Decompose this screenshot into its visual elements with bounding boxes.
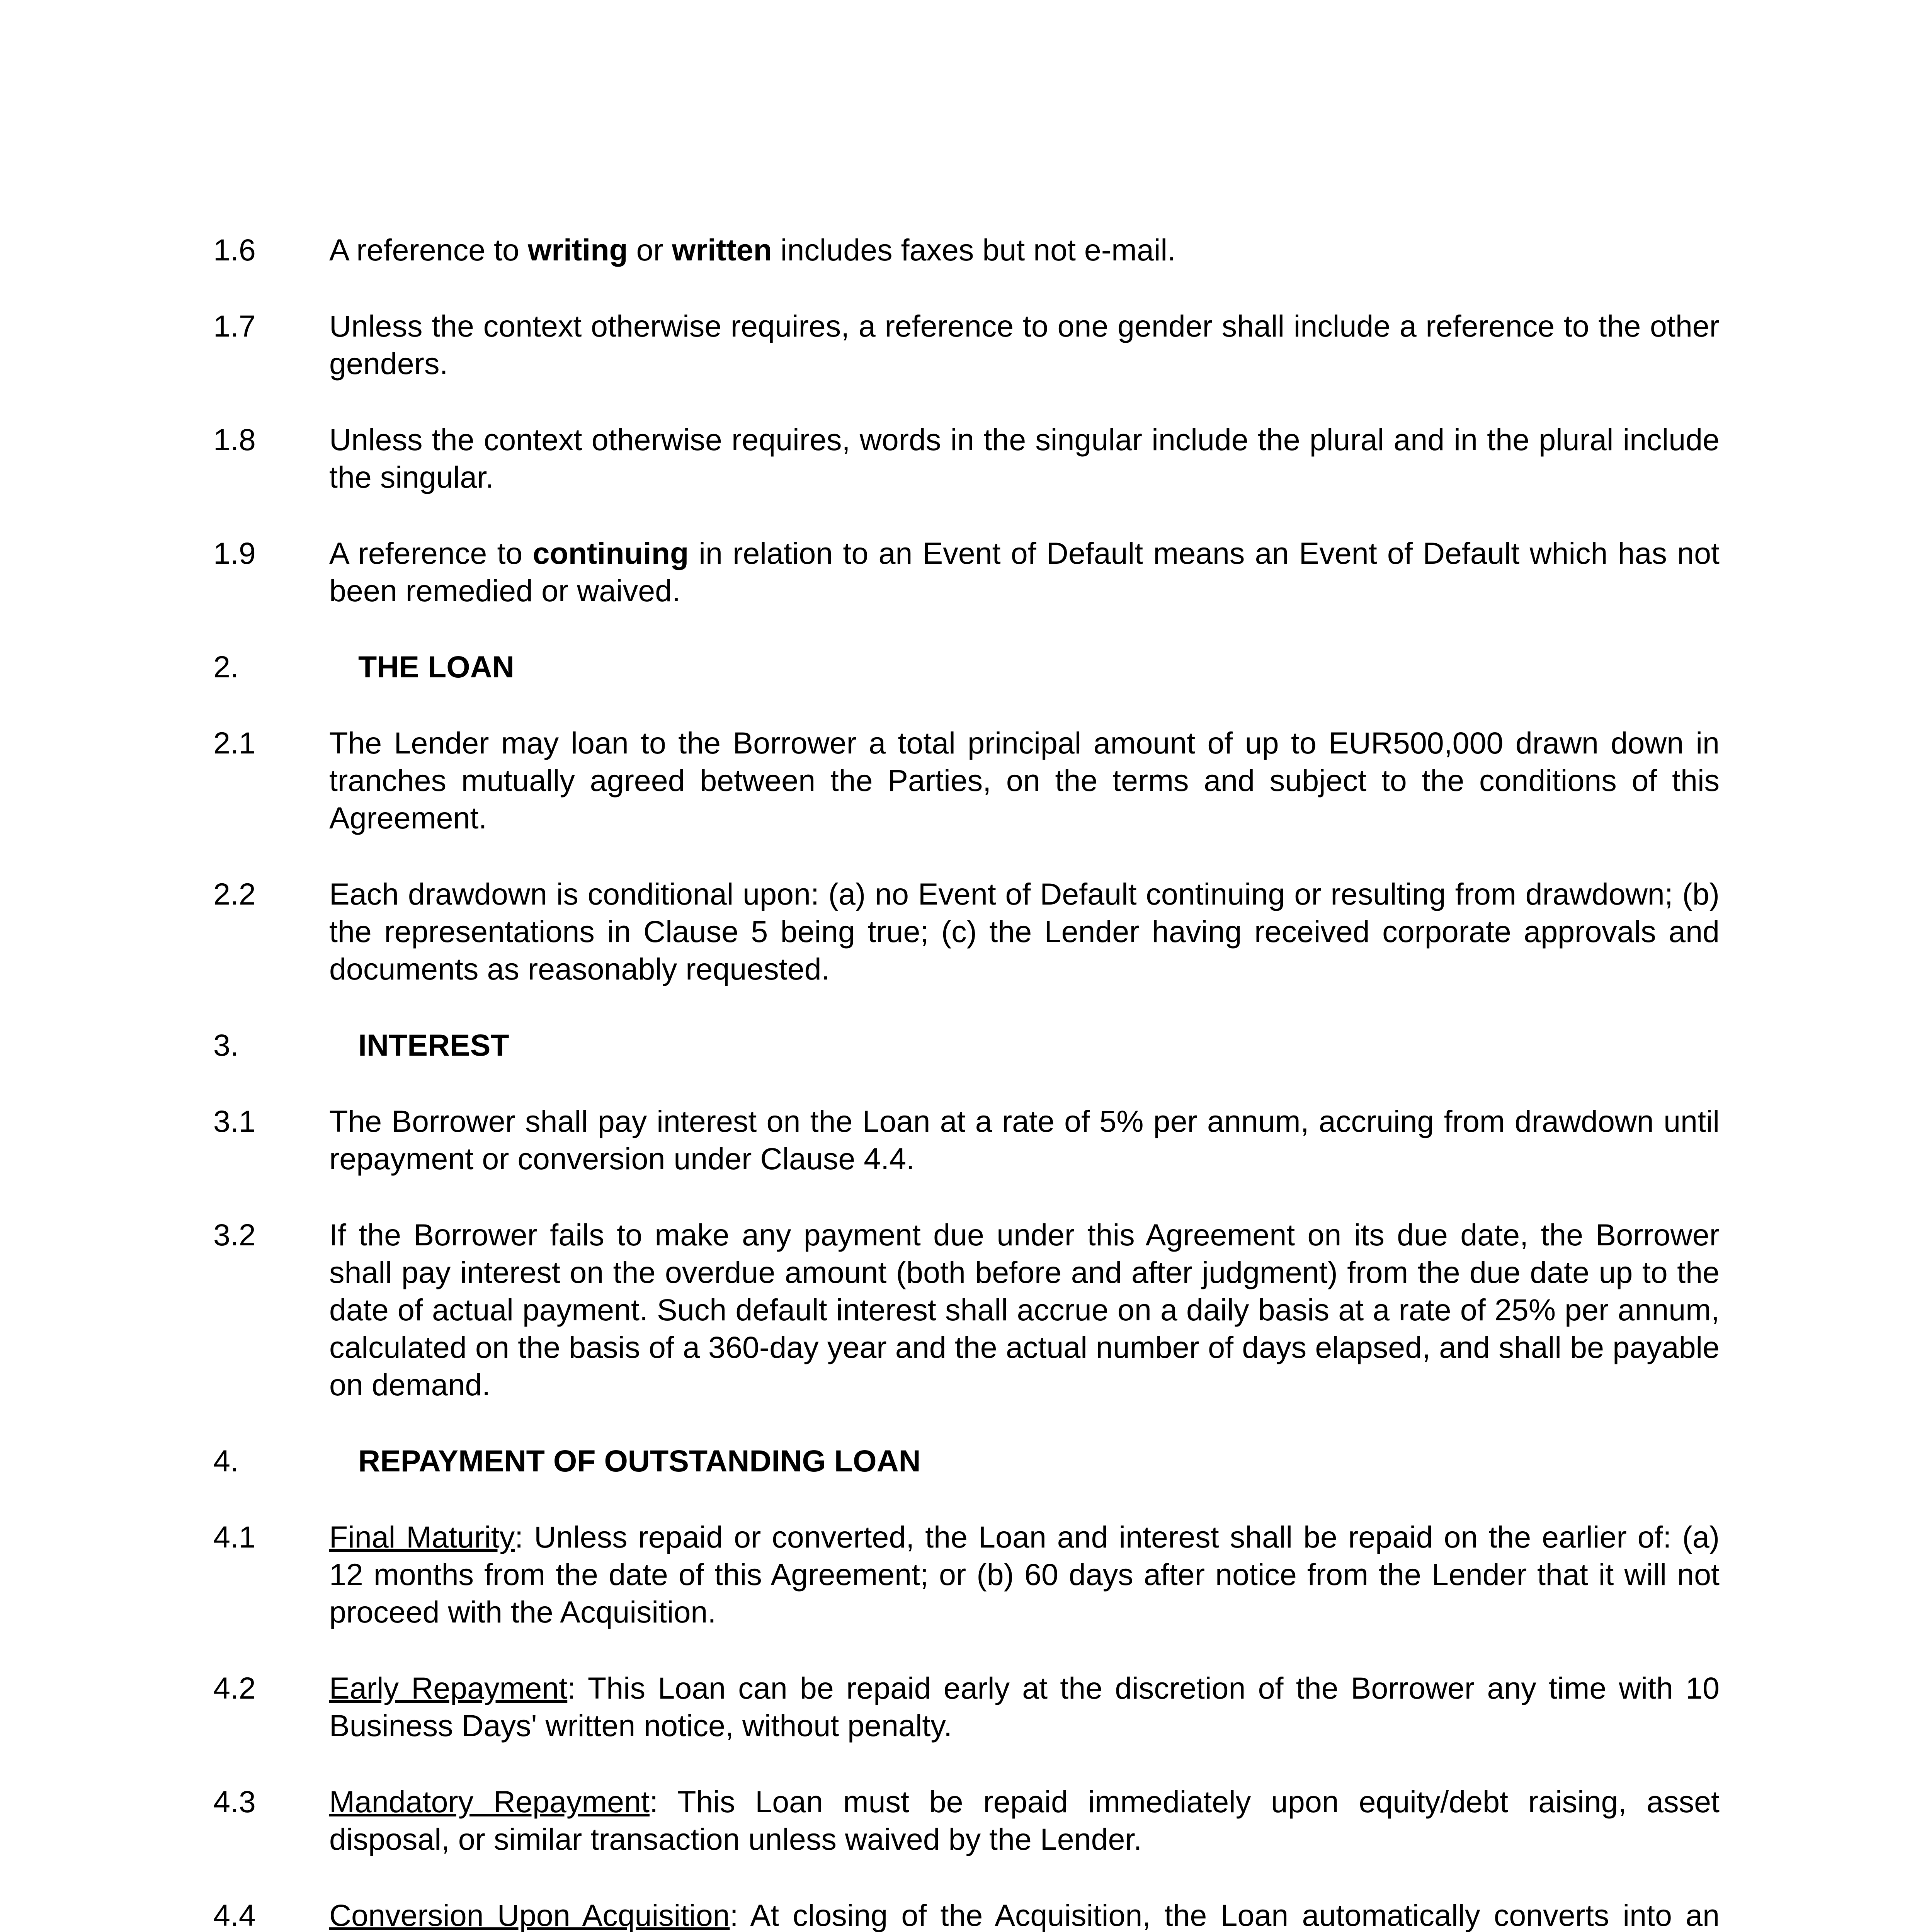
defined-term: continuing: [532, 536, 689, 570]
section-title: INTEREST: [358, 1028, 509, 1062]
section-number: 2.: [213, 650, 239, 684]
clause-number: 4.3: [213, 1784, 256, 1819]
clause-number: 2.2: [213, 877, 256, 911]
clause-2-1: [213, 724, 1720, 837]
clause-number: 1.7: [213, 309, 256, 343]
clause-text-part: includes faxes but not e-mail.: [772, 233, 1176, 267]
clause-text: The Lender may loan to the Borrower a total principal amount of up to EUR500,000 drawn down in tranches mutually agreed between the Parties, on the terms and subject to the conditions of this Agreement.: [329, 726, 1720, 835]
clause-label: Final Maturity: [329, 1520, 515, 1554]
clause-text-part: : This Loan can be repaid early at the discretion of the Borrower any time with 10 Business Days' written notice, without penalty.: [329, 1671, 1720, 1743]
clause-1-7: [213, 307, 1720, 382]
clause-3-2: [213, 1216, 1720, 1403]
clause-text-part: A reference to: [329, 536, 533, 570]
clause-text: [329, 1896, 1720, 1932]
clause-text: [329, 231, 1720, 269]
clause-text-part: or: [628, 233, 672, 267]
clause-number: 2.1: [213, 726, 256, 760]
clause-2-2: [213, 875, 1720, 988]
clause-number: 4.2: [213, 1671, 256, 1705]
clause-label: Mandatory Repayment: [329, 1784, 650, 1819]
clause-text: [329, 1783, 1720, 1858]
clause-4-3: [213, 1783, 1720, 1858]
clause-number: 3.2: [213, 1218, 256, 1252]
clause-1-8: [213, 421, 1720, 496]
clause-4-1: [213, 1518, 1720, 1631]
clause-text-part: : Unless repaid or converted, the Loan and interest shall be repaid on the earlier of: (a) 12 months from the date of this Agreement; or (b) 60 days after notice from the Lender that it will not proceed with the Acquisition.: [329, 1520, 1720, 1629]
clause-text-part: A reference to: [329, 233, 528, 267]
clause-label: Conversion Upon Acquisition: [329, 1898, 730, 1932]
clause-text: Each drawdown is conditional upon: (a) no Event of Default continuing or resulting from drawdown; (b) the representations in Clause 5 being true; (c) the Lender having received corporate approvals and documents as reasonably requested.: [329, 877, 1720, 986]
clause-text: Unless the context otherwise requires, a reference to one gender shall include a reference to the other genders.: [329, 309, 1720, 381]
clause-label: Early Repayment: [329, 1671, 568, 1705]
clause-text: [329, 1518, 1720, 1631]
section-heading-4: [213, 1442, 1720, 1480]
clause-number: 3.1: [213, 1104, 256, 1138]
clause-text: [329, 1669, 1720, 1744]
section-number: 4.: [213, 1444, 239, 1478]
clause-text: [329, 534, 1720, 609]
clause-4-4: [213, 1896, 1720, 1932]
clause-text: If the Borrower fails to make any payment due under this Agreement on its due date, the Borrower shall pay interest on the overdue amount (both before and after judgment) from the due date up to the date of actual payment. Such default interest shall accrue on a daily basis at a rate of 25% per annum, calculated on the basis of a 360-day year and the actual number of days elapsed, and shall be payable on demand.: [329, 1218, 1720, 1402]
clause-text-part: : At closing of the Acquisition, the Loan automatically converts into an: [730, 1898, 1720, 1932]
clause-number: 1.8: [213, 422, 256, 457]
clause-number: 4.1: [213, 1520, 256, 1554]
clause-number: 4.4: [213, 1898, 256, 1932]
clause-number: 1.9: [213, 536, 256, 570]
clause-1-6: [213, 231, 1720, 269]
clause-number: 1.6: [213, 233, 256, 267]
clause-text: The Borrower shall pay interest on the Loan at a rate of 5% per annum, accruing from drawdown until repayment or conversion under Clause 4.4.: [329, 1104, 1720, 1176]
section-title: THE LOAN: [358, 650, 514, 684]
clause-1-9: [213, 534, 1720, 609]
defined-term: written: [672, 233, 772, 267]
clause-text-part: : This Loan must be repaid immediately upon equity/debt raising, asset disposal, or similar transaction unless waived by the Lender.: [329, 1784, 1720, 1856]
section-title: REPAYMENT OF OUTSTANDING LOAN: [358, 1444, 921, 1478]
clause-text-part: in relation to an Event of Default means an Event of Default which has not been remedied or waived.: [329, 536, 1720, 608]
clause-4-2: [213, 1669, 1720, 1744]
defined-term: writing: [527, 233, 628, 267]
section-number: 3.: [213, 1028, 239, 1062]
section-heading-3: [213, 1026, 1720, 1064]
clause-3-1: [213, 1102, 1720, 1177]
section-heading-2: [213, 648, 1720, 685]
clause-text: Unless the context otherwise requires, words in the singular include the plural and in the plural include the singular.: [329, 422, 1720, 494]
document-body: [213, 231, 1720, 1932]
